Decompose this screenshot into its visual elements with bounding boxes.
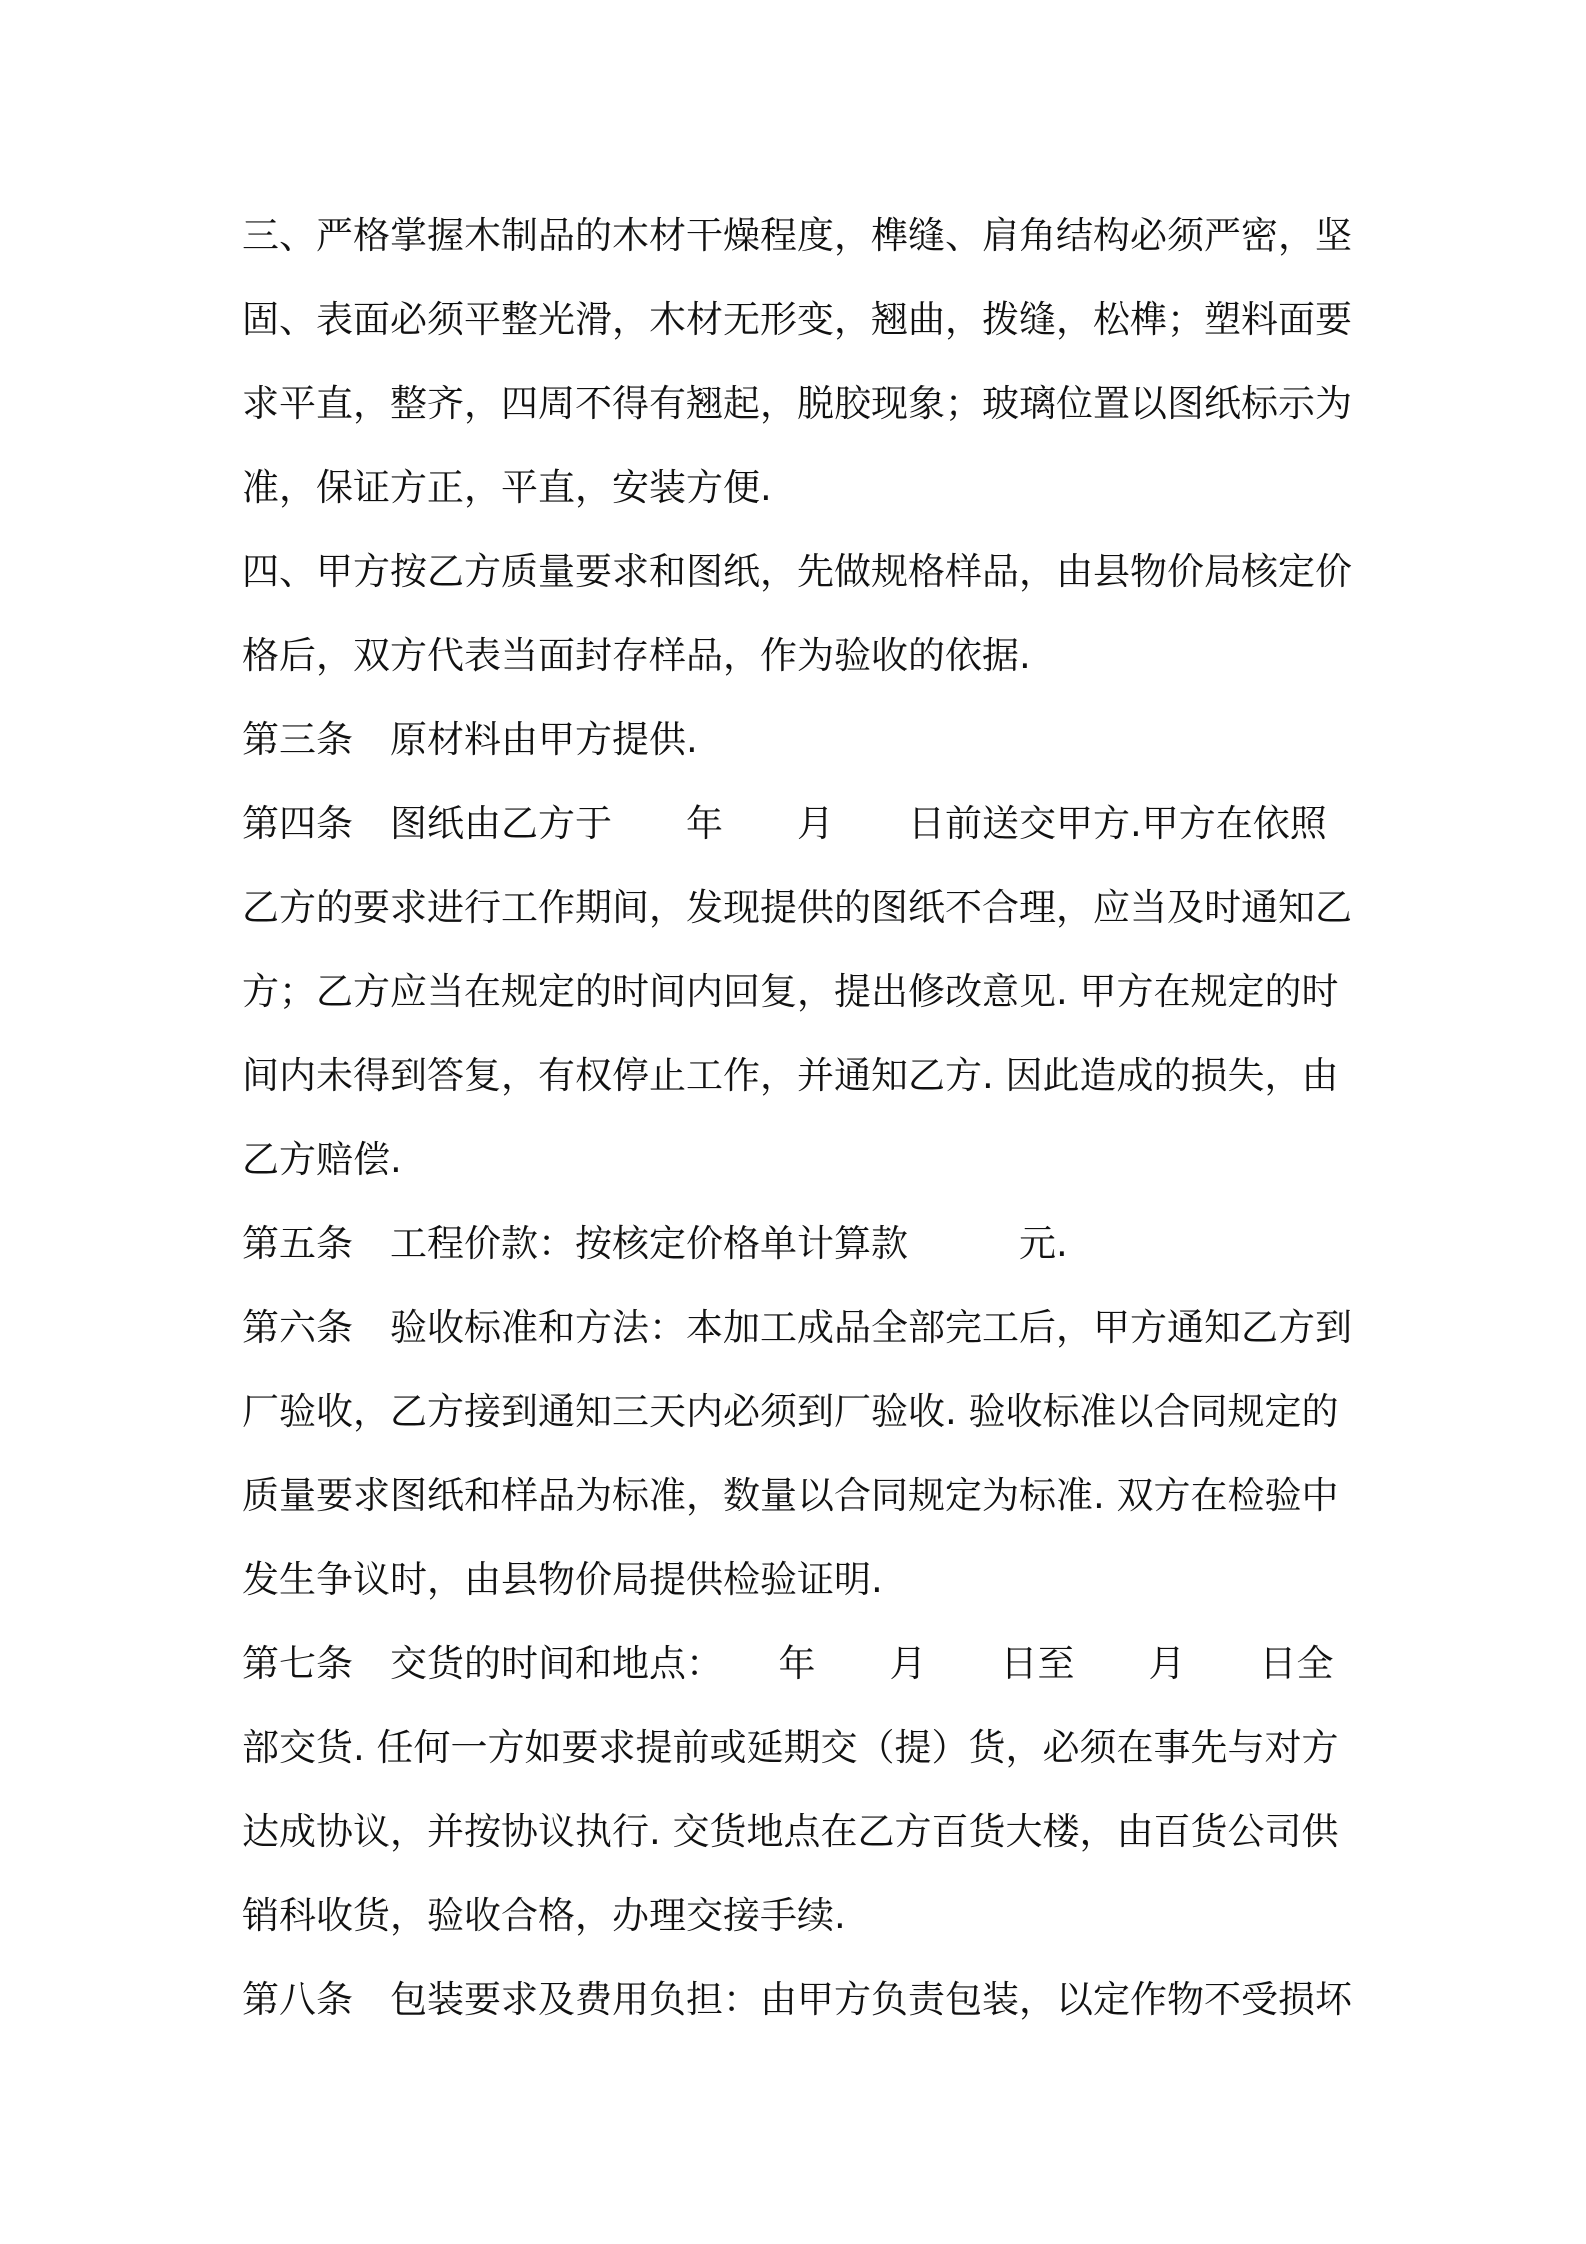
text-line: 乙方的要求进行工作期间，发现提供的图纸不合理，应当及时通知乙 [242, 886, 1352, 929]
text-line: 质量要求图纸和样品为标准，数量以合同规定为标准. 双方在检验中 [242, 1474, 1339, 1517]
contract-body [242, 194, 1362, 2042]
text-line: 达成协议，并按协议执行. 交货地点在乙方百货大楼，由百货公司供 [242, 1810, 1339, 1853]
article-3-line: 第三条 原材料由甲方提供. [242, 718, 698, 761]
article-4-line: 第四条 图纸由乙方于 年 月 日前送交甲方.甲方在依照 [242, 802, 1327, 845]
text-line: 销科收货，验收合格，办理交接手续. [242, 1894, 846, 1937]
article-5-line: 第五条 工程价款：按核定价格单计算款 元. [242, 1222, 1068, 1265]
text-line: 格后，双方代表当面封存样品，作为验收的依据. [242, 634, 1031, 677]
article-6-line: 第六条 验收标准和方法：本加工成品全部完工后，甲方通知乙方到 [242, 1306, 1352, 1349]
text-line: 方；乙方应当在规定的时间内回复，提出修改意见. 甲方在规定的时 [242, 970, 1339, 1013]
text-line: 间内未得到答复，有权停止工作，并通知乙方. 因此造成的损失，由 [242, 1054, 1339, 1097]
text-line: 乙方赔偿. [242, 1138, 402, 1181]
text-line: 求平直，整齐，四周不得有翘起，脱胶现象；玻璃位置以图纸标示为 [242, 382, 1352, 425]
text-line: 准，保证方正，平直，安装方便. [242, 466, 772, 509]
text-line: 固、表面必须平整光滑，木材无形变，翘曲，拨缝，松榫；塑料面要 [242, 298, 1352, 341]
text-line: 四、甲方按乙方质量要求和图纸，先做规格样品，由县物价局核定价 [242, 550, 1352, 593]
article-7-line: 第七条 交货的时间和地点： 年 月 日至 月 日全 [242, 1642, 1334, 1685]
text-line: 厂验收，乙方接到通知三天内必须到厂验收. 验收标准以合同规定的 [242, 1390, 1339, 1433]
text-line: 发生争议时，由县物价局提供检验证明. [242, 1558, 883, 1601]
article-8-line: 第八条 包装要求及费用负担：由甲方负责包装，以定作物不受损坏 [242, 1978, 1352, 2021]
text-line: 部交货. 任何一方如要求提前或延期交（提）货，必须在事先与对方 [242, 1726, 1339, 1769]
text-line: 三、严格掌握木制品的木材干燥程度，榫缝、肩角结构必须严密，坚 [242, 214, 1352, 257]
